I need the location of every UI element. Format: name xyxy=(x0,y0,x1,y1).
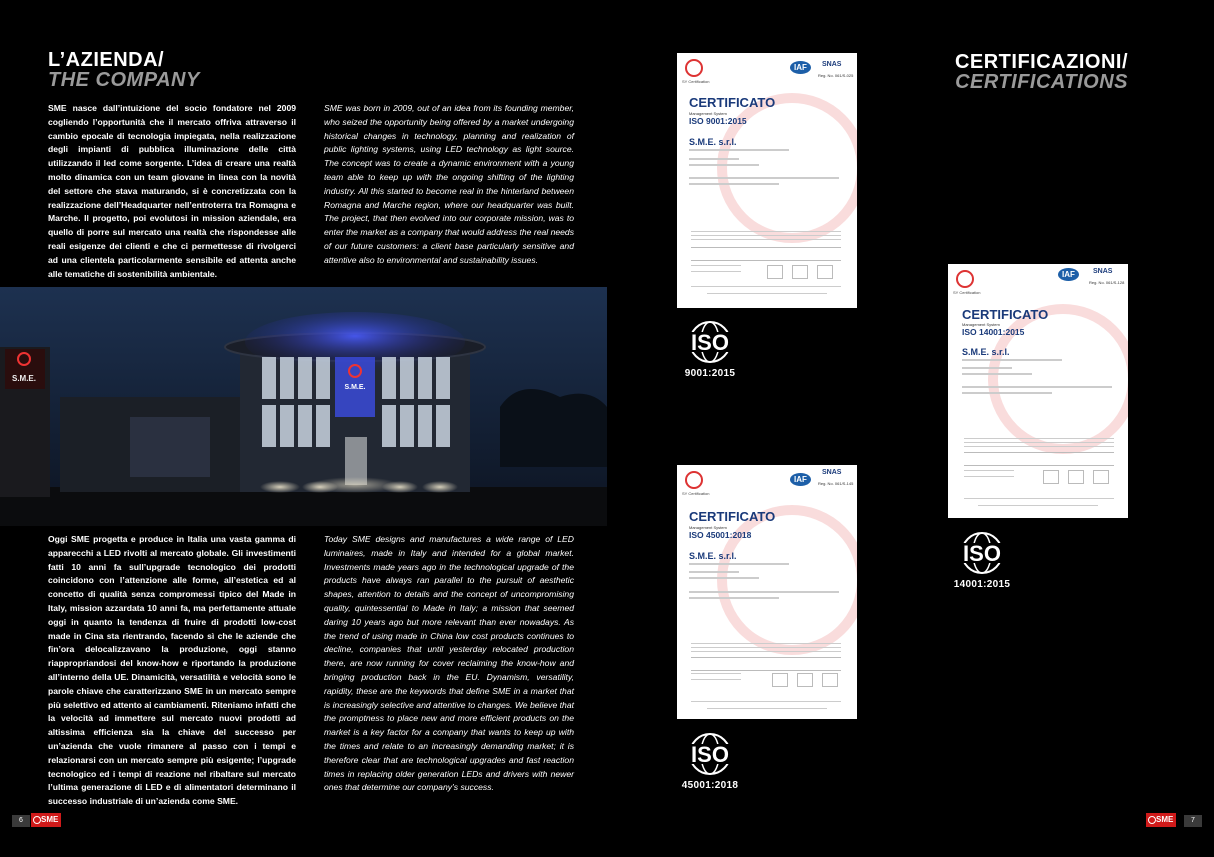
intro-text-en: SME was born in 2009, out of an idea from its founding member, who seized the opportunity being offered by a market undergoing historical changes in technology, planning and realization of public lighting systems, using LED technology as light source. The concept was to create a dynamic environment with a young team able to keep up with the ongoing shifting of the lighting industry. All this started to become real in the hinterland between Romagna and Marche region, where our headquarter was built. The project, that then evolved into our corporate mission, was to enter the market as a company that would address the real needs of our future customers: a client base particularly sensitive and attentive also to environmental and sustainability issues. xyxy=(324,103,574,265)
svg-text:S.M.E.: S.M.E. xyxy=(11,374,37,383)
issuer-name: SY Certification xyxy=(682,79,710,84)
iso-word: ISO xyxy=(963,541,1001,566)
iso-word: ISO xyxy=(691,742,729,767)
snas-logo: SNAS xyxy=(822,469,842,476)
snas-registration: Reg. No. 061/S-145 xyxy=(818,481,854,486)
snas-registration: Reg. No. 061/S-128 xyxy=(1089,280,1125,285)
page-number-left: 6 xyxy=(12,815,30,827)
building-sign-text: S.M.E. xyxy=(344,384,366,391)
iso-14001-badge xyxy=(948,529,1016,590)
iaf-logo: IAF xyxy=(790,473,811,486)
certificate-iso-14001 xyxy=(948,264,1128,518)
company-heading xyxy=(48,50,200,90)
certificate-title: CERTIFICATO xyxy=(689,95,776,110)
iso-45001-badge xyxy=(676,730,744,791)
certificate-company: S.M.E. s.r.l. xyxy=(962,347,1010,357)
certificate-company: S.M.E. s.r.l. xyxy=(689,137,737,147)
globe-icon xyxy=(952,529,1012,577)
certifications-heading-en: CERTIFICATIONS xyxy=(955,71,1128,93)
iso-badge-label: 14001:2015 xyxy=(953,579,1011,590)
iso-word: ISO xyxy=(691,330,729,355)
management-system-label: Management System xyxy=(689,525,727,530)
certificate-title: CERTIFICATO xyxy=(962,307,1049,322)
management-system-label: Management System xyxy=(689,111,727,116)
certifications-heading xyxy=(955,52,1128,92)
snas-logo: SNAS xyxy=(822,61,842,68)
issuer-logo-icon xyxy=(956,270,974,288)
iaf-logo: IAF xyxy=(790,61,811,74)
snas-registration: Reg. No. 061/S-025 xyxy=(818,73,854,78)
certificate-title: CERTIFICATO xyxy=(689,509,776,524)
certificate-company: S.M.E. s.r.l. xyxy=(689,551,737,561)
issuer-name: SY Certification xyxy=(682,491,710,496)
certificate-iso-9001 xyxy=(677,53,857,308)
iso-badge-label: 45001:2018 xyxy=(681,780,739,791)
page-number-right: 7 xyxy=(1184,815,1202,827)
issuer-logo-icon xyxy=(685,59,703,77)
sme-logo-left: SME xyxy=(31,813,61,827)
body-text-it: Oggi SME progetta e produce in Italia una vasta gamma di apparecchi a LED rivolti al mercato globale. Gli investimenti fatti 10 anni fa sull’upgrade tecnologico dei prodotti coincidono con l’attenzione alle forme, all’estetica ed al concetto di qualità senza compromessi tipico del Made in Italy, mission azzardata 10 anni fa, ma perfettamente attuale oggi in quanto la tendenza di fruire di prodotti low-cost made in Cina sta rientrando, facendo sì che le aziende che fin’ora delocalizzavano la produzione, oggi stanno riappropriandosi del know-how e riportando la produzione all’interno della UE. Dinamicità, versatilità e velocità sono le parole chiave che caratterizzano SME in un mercato sempre più selettivo ed attento ai cambiamenti. Riteniamo infatti che la velocità ad immettere sul mercato nuovi prodotti ad altissima efficienza sia la chiave del successo per un’azienda che vuole rimanere al passo con i tempi e relazionarsi con un mercato sempre più esigente; l’upgrade tecnologico ed i tempi di reazione nel ribaltare sul mercato l’ultima generazione di LED e di alimentatori determinano il successo industriale di un’azienda come SME. xyxy=(48,534,296,807)
certifications-heading-it: CERTIFICAZIONI/ xyxy=(954,51,1128,73)
iso-9001-badge xyxy=(676,318,744,379)
iaf-logo: IAF xyxy=(1058,268,1079,281)
certificate-standard: ISO 45001:2018 xyxy=(689,530,752,540)
headquarters-photo xyxy=(0,287,607,526)
iso-badge-label: 9001:2015 xyxy=(684,368,736,379)
body-text-en: Today SME designs and manufactures a wide range of LED luminaires, made in Italy and intended for a global market. Investments made years ago in the technological upgrade of the products have always ran parallel to the pursuit of aesthetic shapes, attention to details and the concept of uncompromising quality, quintessential to Made in Italy; a mission that seemed daring 10 years ago but more relevant than ever nowadays. As the trend of using made in China low cost products continues to decline, companies that until yesterday relocated production there, are now running for cover reclaiming the know-how and bringing production back in the EU. Dynamism, versatility, rapidity, these are the keywords that define SME in a market that is increasingly selective and attentive to changes. We believe that the promptness to place new and more efficient products on the market is a key factor for a company that wants to keep up with the times and relate to an increasingly demanding market; it is therefore clear that are technological upgrades and fast reaction times in replacing older generation LEDs and drivers with newer ones that determine our company’s success. xyxy=(324,534,574,793)
company-heading-en: THE COMPANY xyxy=(48,69,200,91)
certificate-standard: ISO 14001:2015 xyxy=(962,327,1025,337)
issuer-logo-icon xyxy=(685,471,703,489)
intro-text-it: SME nasce dall’intuizione del socio fondatore nel 2009 cogliendo l’opportunità che il mercato offriva attraverso il cambio epocale di tecnologia impiegata, nella realizzazione degli impianti di pubblica illuminazione delle città utilizzando il led come sorgente. L’idea di creare una realtà molto dinamica con un team giovane in linea con la novità del settore che stava maturando, si è concretizzata con la realizzazione dell’Headquarter nell’entroterra tra Romagna e Marche. Il progetto, poi evolutosi in mission aziendale, era quello di porre sul mercato una realtà che rispondesse alle reali esigenze dei clienti e che ci permettesse di rivolgerci ad una clientela particolarmente sensibile ed attenta anche alle tematiche di sostenibilità ambientale. xyxy=(48,103,296,279)
snas-logo: SNAS xyxy=(1093,268,1113,275)
certificate-standard: ISO 9001:2015 xyxy=(689,116,747,126)
certificate-iso-45001 xyxy=(677,465,857,719)
sme-logo-right: SME xyxy=(1146,813,1176,827)
globe-icon xyxy=(680,318,740,366)
issuer-name: SY Certification xyxy=(953,290,981,295)
globe-icon xyxy=(680,730,740,778)
company-heading-it: L’AZIENDA/ xyxy=(48,49,165,71)
management-system-label: Management System xyxy=(962,322,1000,327)
headquarters-building-illustration xyxy=(0,287,607,526)
